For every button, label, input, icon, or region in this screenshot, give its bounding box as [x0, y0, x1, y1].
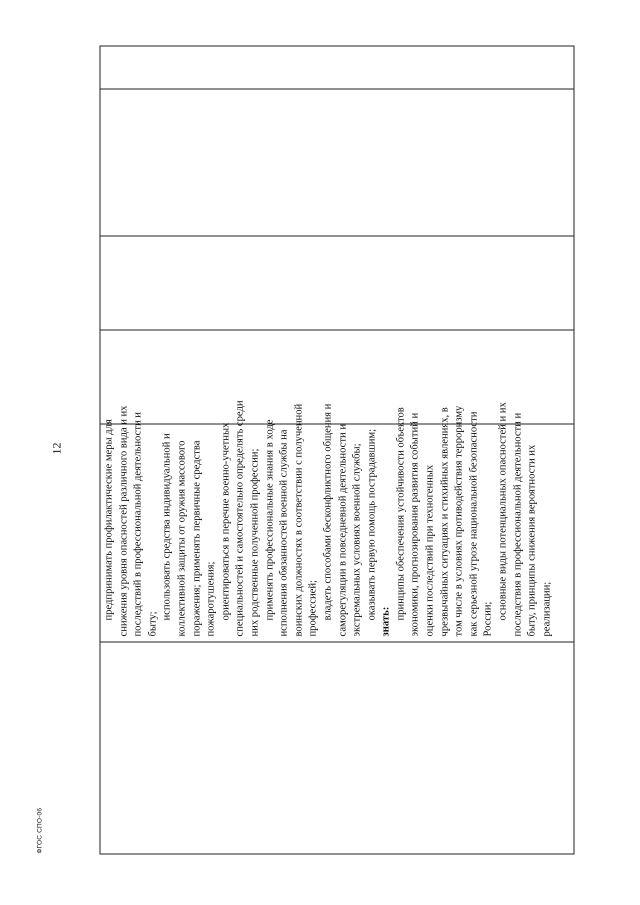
requirement-line: применять профессиональные знания в ходе: [264, 419, 276, 621]
requirement-line: них родственные полученной профессии;: [249, 448, 261, 637]
requirement-line: реализации;: [541, 581, 553, 637]
requirement-line: владеть способами бесконфликтного общения и: [322, 403, 334, 621]
requirement-line: последствий в профессиональной деятельности и: [132, 412, 144, 637]
page-number: 12: [49, 442, 64, 455]
section-heading-know: знать:: [380, 606, 392, 637]
requirement-line: последствия в профессиональной деятельности и: [512, 412, 524, 637]
requirement-line: воинских должностях в соответствии с полученной: [293, 403, 305, 637]
requirement-line: экономики, прогнозирования развития событий и: [409, 412, 421, 637]
requirement-line: предпринимать профилактические меры для: [103, 419, 115, 621]
requirement-line: чрезвычайных ситуациях и стихийных явлениях, в: [439, 407, 451, 637]
requirement-line: том числе в условиях противодействия терроризму: [453, 405, 465, 637]
column-divider: [101, 642, 574, 643]
requirement-line: использовать средства индивидуальной и: [161, 433, 173, 621]
column-divider: [101, 236, 574, 237]
requirement-line: основные виды потенциальных опасностей и их: [497, 402, 509, 621]
requirement-line: оказывать первую помощь пострадавшим;: [366, 428, 378, 621]
rotated-page-content: [100, 46, 575, 855]
column-divider: [101, 330, 574, 331]
requirement-line: быту;: [147, 611, 159, 637]
curriculum-table: [100, 46, 575, 855]
requirement-line: поражения; применять первичные средства: [191, 440, 203, 637]
requirement-line: профессией;: [307, 580, 319, 637]
requirement-line: ориентироваться в перечне военно-учетных: [220, 422, 232, 621]
requirement-line: коллективной защиты от оружия массового: [176, 440, 188, 637]
requirement-line: снижения уровня опасностей различного вида и их: [118, 405, 130, 637]
requirement-line: быту, принципы снижения вероятности их: [526, 444, 538, 637]
requirement-line: специальностей и самостоятельно определять среди: [234, 400, 246, 637]
requirement-line: пожаротушения;: [205, 561, 217, 637]
requirement-line: саморегуляции в повседневной деятельности и: [337, 424, 348, 637]
requirement-line: принципы обеспечения устойчивости объектов: [395, 407, 407, 621]
column-divider: [101, 89, 574, 90]
requirement-line: экстремальных условиях военной службы;: [351, 443, 363, 637]
requirement-line: исполнения обязанностей военной службы на: [278, 429, 290, 637]
footer-document-code: ФГОС СПО-06: [36, 807, 44, 854]
competence-requirements-cell: [101, 400, 576, 642]
requirement-line: оценки последствий при техногенных: [424, 464, 436, 637]
requirement-line: как серьезной угрозе национальной безопасности: [468, 411, 480, 637]
requirement-line: России;: [482, 601, 494, 637]
